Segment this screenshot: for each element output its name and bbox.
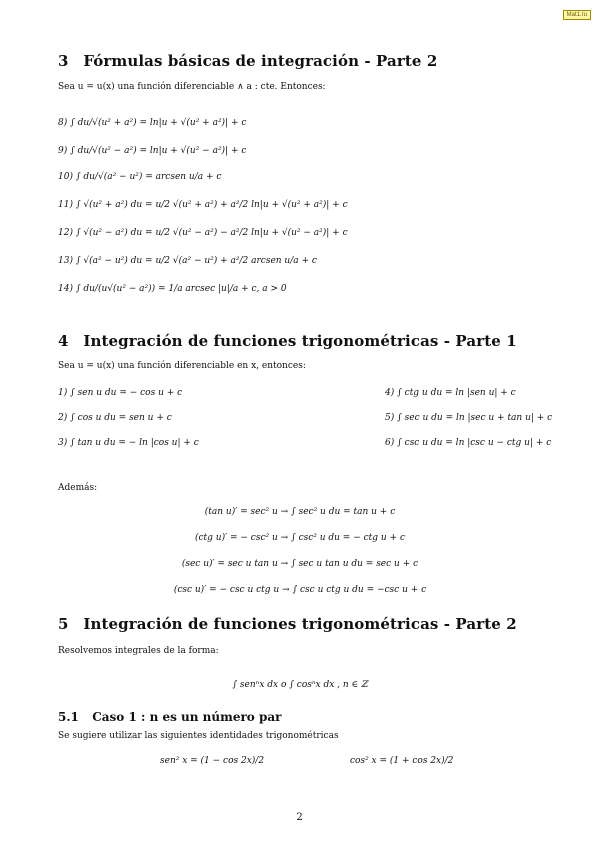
section-3-heading [58, 52, 437, 70]
ademas-label: Además: [58, 483, 98, 493]
identity-sen2: sen² x = (1 − cos 2x)/2 [160, 756, 265, 766]
section-3-intro: Sea u = u(x) una función diferenciable ∧ a : cte. Entonces: [58, 82, 326, 92]
formula-14: 14) ∫ du/(u√(u² − a²)) = 1/a arcsec |u|/a + c, a > 0 [58, 284, 287, 294]
formula-9: 9) ∫ du/√(u² − a²) = ln|u + √(u² − a²)| + c [58, 146, 247, 156]
section-5-title: Integración de funciones trigonométricas - Parte 2 [83, 615, 517, 633]
derivative-csc: (csc u)′ = − csc u ctg u → ∫ csc u ctg u du = −csc u + c [173, 585, 427, 595]
formula-11: 11) ∫ √(u² + a²) du = u/2 √(u² + a²) + a²/2 ln|u + √(u² + a²)| + c [58, 200, 348, 210]
derivative-sec: (sec u)′ = sec u tan u → ∫ sec u tan u du = sec u + c [181, 559, 419, 569]
formula-5: 5) ∫ sec u du = ln |sec u + tan u| + c [385, 413, 553, 423]
section-5-heading [58, 615, 517, 633]
derivative-tan: (tan u)′ = sec² u → ∫ sec² u du = tan u + c [204, 507, 396, 517]
identity-cos2: cos² x = (1 + cos 2x)/2 [350, 756, 454, 766]
section-5-form: ∫ senⁿx dx o ∫ cosⁿx dx , n ∈ ℤ [232, 680, 368, 690]
section-3-number: 3 [58, 52, 69, 70]
page-number: 2 [296, 812, 303, 823]
section-3-title: Fórmulas básicas de integración - Parte 2 [83, 52, 438, 70]
subsection-5-1-heading [58, 710, 281, 724]
formula-6: 6) ∫ csc u du = ln |csc u − ctg u| + c [385, 438, 552, 448]
section-4-heading [58, 332, 517, 350]
subsection-5-1-number: 5.1 [58, 710, 79, 724]
subsection-5-1-intro: Se sugiere utilizar las siguientes identidades trigonométricas [58, 731, 339, 741]
section-4-title: Integración de funciones trigonométricas - Parte 1 [83, 332, 517, 350]
derivative-ctg: (ctg u)′ = − csc² u → ∫ csc² u du = − ctg u + c [194, 533, 405, 543]
formula-10: 10) ∫ du/√(a² − u²) = arcsen u/a + c [58, 172, 222, 182]
formula-4: 4) ∫ ctg u du = ln |sen u| + c [385, 388, 516, 398]
corner-tag: Mat1.ru [563, 10, 591, 20]
section-4-intro: Sea u = u(x) una función diferenciable en x, entonces: [58, 361, 306, 371]
section-5-number: 5 [58, 615, 69, 633]
subsection-5-1-title: Caso 1 : n es un número par [92, 710, 282, 724]
formula-13: 13) ∫ √(a² − u²) du = u/2 √(a² − u²) + a²/2 arcsen u/a + c [58, 256, 317, 266]
formula-12: 12) ∫ √(u² − a²) du = u/2 √(u² − a²) − a²/2 ln|u + √(u² − a²)| + c [58, 228, 348, 238]
section-4-number: 4 [58, 332, 69, 350]
formula-8: 8) ∫ du/√(u² + a²) = ln|u + √(u² + a²)| + c [58, 118, 247, 128]
formula-3: 3) ∫ tan u du = − ln |cos u| + c [58, 438, 199, 448]
section-5-intro: Resolvemos integrales de la forma: [58, 646, 219, 656]
formula-1: 1) ∫ sen u du = − cos u + c [58, 388, 183, 398]
formula-2: 2) ∫ cos u du = sen u + c [58, 413, 172, 423]
